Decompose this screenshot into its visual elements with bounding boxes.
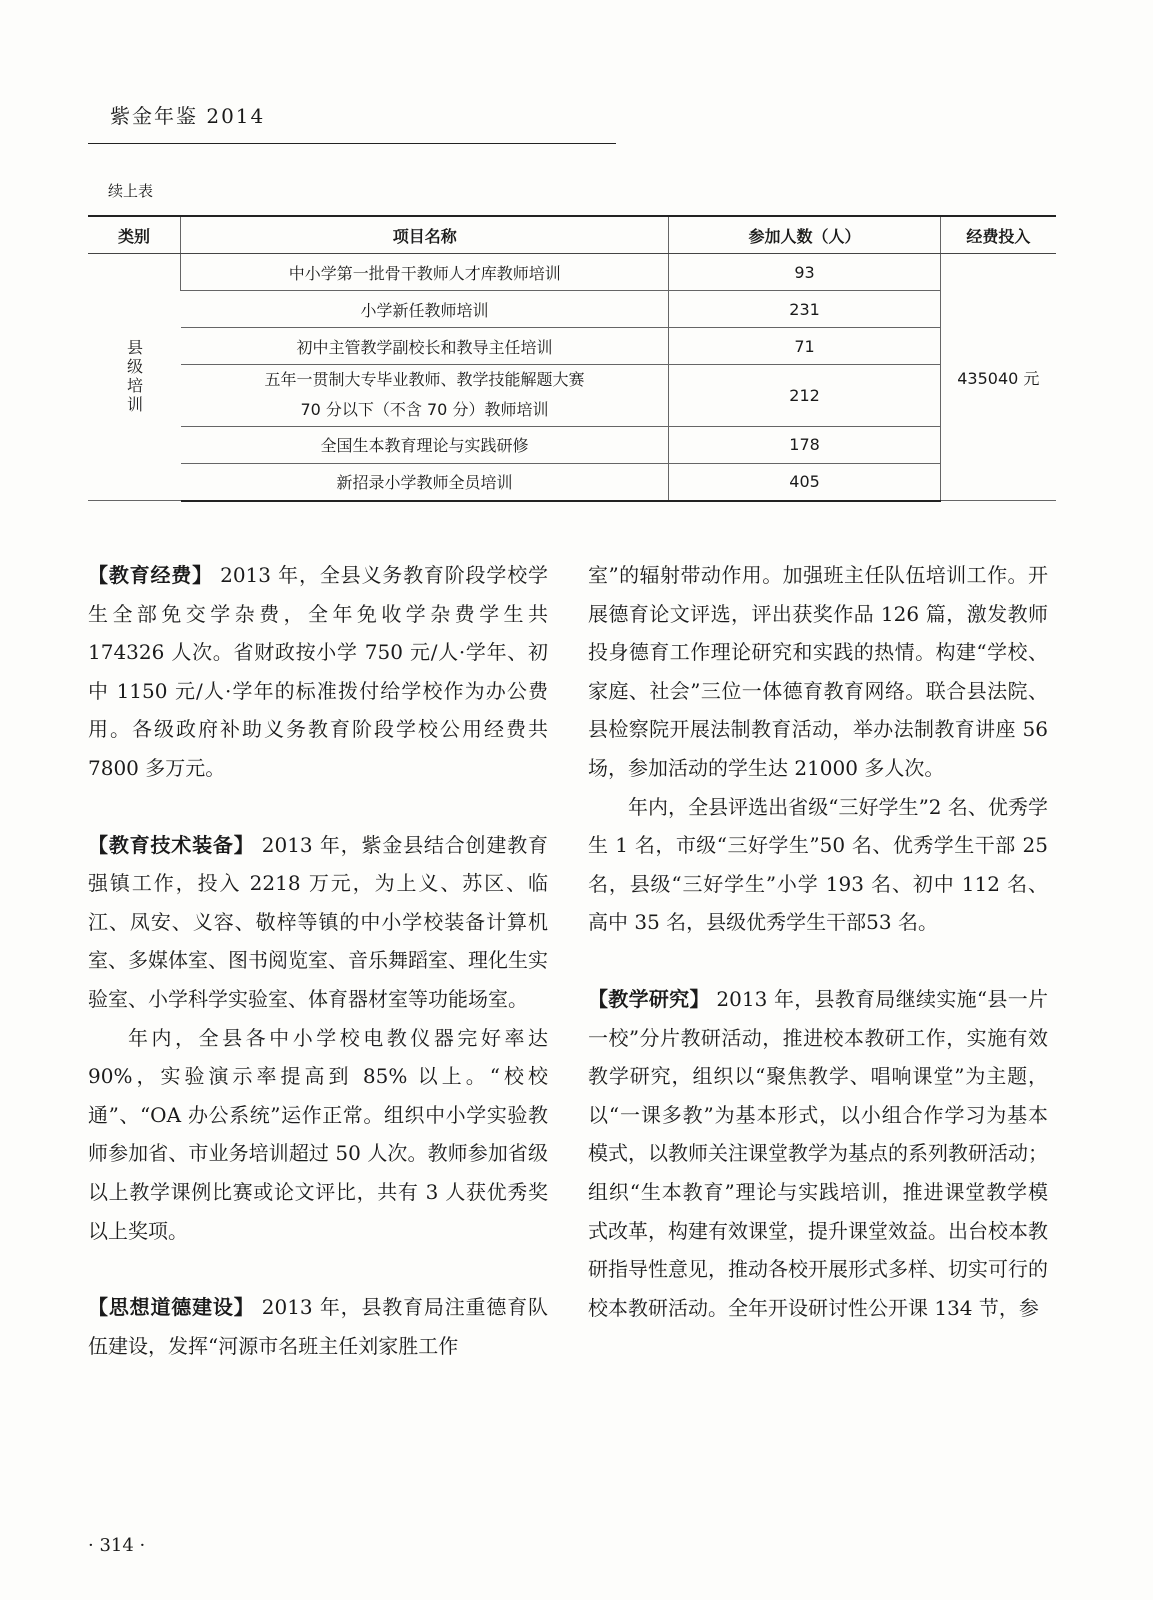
participant-count-cell: 178 bbox=[669, 426, 940, 463]
section-keyword: 【教育技术装备】 bbox=[88, 832, 255, 857]
section-text: 2013 年，全县义务教育阶段学校学生全部免交学杂费，全年免收学杂费学生共 174326 人次。省财政按小学 750 元/人·学年、初中 1150 元/人·学年的标准拨付给学校作为办公费用。各级政府补助义务教育阶段学校公用经费共 7800 多万元。 bbox=[88, 563, 549, 780]
section-moral-construction bbox=[88, 1288, 548, 1365]
section-tech-equipment bbox=[88, 826, 548, 1019]
project-name-line: 70 分以下（不含 70 分）教师培训 bbox=[300, 400, 549, 420]
table-row bbox=[88, 463, 1056, 501]
page-number: · 314 · bbox=[88, 1535, 146, 1556]
project-name-cell: 中小学第一批骨干教师人才库教师培训 bbox=[181, 254, 669, 291]
project-name-line: 五年一贯制大专毕业教师、教学技能解题大赛 bbox=[264, 370, 585, 389]
table-continuation-note: 续上表 bbox=[108, 182, 154, 200]
section-keyword: 【思想道德建设】 bbox=[88, 1295, 255, 1320]
right-column bbox=[588, 556, 1048, 1327]
column-header-count: 参加人数（人） bbox=[669, 216, 940, 254]
section-text: 2013 年，县教育局注重德育队伍建设，发挥“河源市名班主任刘家胜工作 bbox=[88, 1295, 549, 1358]
section-keyword: 【教学研究】 bbox=[588, 986, 710, 1011]
training-table bbox=[88, 215, 1056, 502]
section-text: 2013 年，紫金县结合创建教育强镇工作，投入 2218 万元，为上义、苏区、临江、凤安、义容、敬梓等镇的中小学校装备计算机室、多媒体室、图书阅览室、音乐舞蹈室、理化生实验室、小学科学实验室、体育器材室等功能场室。 bbox=[88, 832, 549, 1011]
table-row bbox=[88, 254, 1056, 291]
column-header-funding: 经费投入 bbox=[940, 216, 1056, 254]
category-cell: 县级培训 bbox=[88, 254, 181, 501]
project-name-cell: 小学新任教师培训 bbox=[181, 291, 669, 328]
section-paragraph: 年内，全县各中小学校电教仪器完好率达 90%，实验演示率提高到 85% 以上。“校校通”、“OA 办公系统”运作正常。组织中小学实验教师参加省、市业务培训超过 50 人次。教师参加省级以上教学课例比赛或论文评比，共有 3 人获优秀奖以上奖项。 bbox=[88, 1025, 548, 1243]
section-paragraph: 年内，全县评选出省级“三好学生”2 名、优秀学生 1 名，市级“三好学生”50 名、优秀学生干部 25 名，县级“三好学生”小学 193 名、初中 112 名、高中 35 名，县级优秀学生干部53 名。 bbox=[588, 794, 1048, 935]
participant-count-cell: 212 bbox=[669, 365, 940, 427]
section-text: 2013 年，县教育局继续实施“县一片一校”分片教研活动，推进校本教研工作，实施有效教学研究，组织以“聚焦教学、唱响课堂”为主题，以“一课多教”为基本形式，以小组合作学习为基本模式，以教师关注课堂教学为基点的系列教研活动；组织“生本教育”理论与实践培训，推进课堂教学模式改革，构建有效课堂，提升课堂效益。出台校本教研指导性意见，推动各校开展形式多样、切实可行的校本教研活动。全年开设研讨性公开课 134 节，参 bbox=[588, 986, 1049, 1320]
section-paragraph: 室”的辐射带动作用。加强班主任队伍培训工作。开展德育论文评选，评出获奖作品 126 篇，激发教师投身德育工作理论研究和实践的热情。构建“学校、家庭、社会”三位一体德育教育网络。联合县法院、县检察院开展法制教育活动，举办法制教育讲座 56 场，参加活动的学生达 21000 多人次。 bbox=[588, 563, 1048, 780]
table-row bbox=[88, 291, 1056, 328]
section-teaching-research bbox=[588, 980, 1048, 1327]
section-keyword: 【教育经费】 bbox=[88, 563, 213, 587]
participant-count-cell: 71 bbox=[669, 328, 940, 365]
participant-count-cell: 93 bbox=[669, 254, 940, 291]
table-header-row bbox=[88, 216, 1056, 254]
participant-count-cell: 405 bbox=[669, 463, 940, 501]
project-name-cell: 初中主管教学副校长和教导主任培训 bbox=[181, 328, 669, 365]
table-row bbox=[88, 328, 1056, 365]
header-rule bbox=[88, 143, 616, 144]
project-name-cell: 新招录小学教师全员培训 bbox=[181, 463, 669, 501]
section-education-funding bbox=[88, 556, 548, 788]
table-row bbox=[88, 365, 1056, 427]
funding-cell: 435040 元 bbox=[940, 254, 1056, 501]
column-header-category: 类别 bbox=[88, 216, 181, 254]
column-header-project: 项目名称 bbox=[181, 216, 669, 254]
project-name-cell bbox=[181, 365, 669, 427]
participant-count-cell: 231 bbox=[669, 291, 940, 328]
left-column bbox=[88, 556, 548, 1365]
project-name-cell: 全国生本教育理论与实践研修 bbox=[181, 426, 669, 463]
running-title: 紫金年鉴 2014 bbox=[110, 104, 266, 128]
table-row bbox=[88, 426, 1056, 463]
